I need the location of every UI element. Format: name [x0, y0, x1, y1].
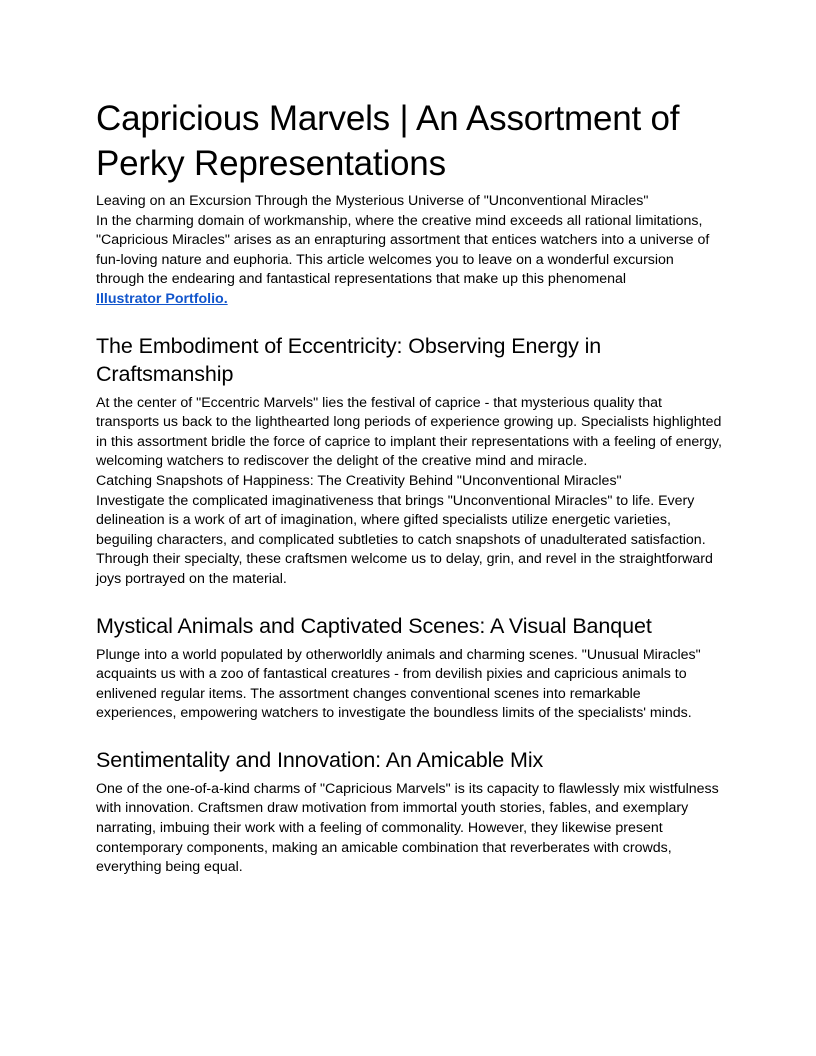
document-title: Capricious Marvels | An Assortment of Perky Representations	[96, 99, 680, 183]
section-eccentricity	[96, 332, 722, 590]
intro-paragraph	[96, 212, 722, 310]
intro	[96, 192, 722, 310]
intro-text: In the charming domain of workmanship, where the creative mind exceeds all rational limitations, "Capricious Miracles" arises as an enrapturing assortment that entices watchers into a universe of fun-loving nature and euphoria. This article welcomes you to leave on a wonderful excursion through the endearing and fantastical representations that make up this phenomenal	[96, 212, 710, 288]
paragraph: One of the one-of-a-kind charms of "Capricious Marvels" is its capacity to flawlessly mix wistfulness with innovation. Craftsmen draw motivation from immortal youth stories, fables, and exemplary narrating, imbuing their work with a feeling of commonality. However, they likewise present contemporary components, making an amicable combination that reverberates with crowds, everything being equal.	[96, 780, 719, 876]
paragraph: Plunge into a world populated by otherworldly animals and charming scenes. "Unusual Miracles" acquaints us with a zoo of fantastical creatures - from devilish pixies and capricious animals to enlivened regular items. The assortment changes conventional scenes into remarkable experiences, empowering watchers to investigate the boundless limits of the specialists' minds.	[96, 646, 701, 722]
paragraph: At the center of "Eccentric Marvels" lies the festival of caprice - that mysterious quality that transports us back to the lighthearted long periods of experience growing up. Specialists highlighted in this assortment bridle the force of caprice to implant their representations with a feeling of energy, welcoming watchers to rediscover the delight of the creative mind and miracle.	[96, 394, 722, 470]
illustrator-portfolio-link[interactable]: Illustrator Portfolio.	[96, 290, 228, 307]
document-page	[96, 96, 722, 878]
section-heading: Sentimentality and Innovation: An Amicable Mix	[96, 747, 544, 772]
section-heading: The Embodiment of Eccentricity: Observing Energy in Craftsmanship	[96, 333, 602, 386]
section-mystical-animals	[96, 612, 722, 724]
paragraph: Investigate the complicated imaginativeness that brings "Unconventional Miracles" to life. Every delineation is a work of art of imagination, where gifted specialists utilize energetic varieties, beguiling characters, and complicated subtleties to catch snapshots of unadulterated satisfaction. Through their specialty, these craftsmen welcome us to delay, grin, and revel in the straightforward joys portrayed on the material.	[96, 492, 713, 587]
section-sentimentality	[96, 746, 722, 878]
section-heading: Mystical Animals and Captivated Scenes: A Visual Banquet	[96, 613, 652, 638]
subheading-line: Catching Snapshots of Happiness: The Creativity Behind "Unconventional Miracles"	[96, 472, 622, 489]
intro-line-1: Leaving on an Excursion Through the Mysterious Universe of "Unconventional Miracles"	[96, 193, 649, 209]
